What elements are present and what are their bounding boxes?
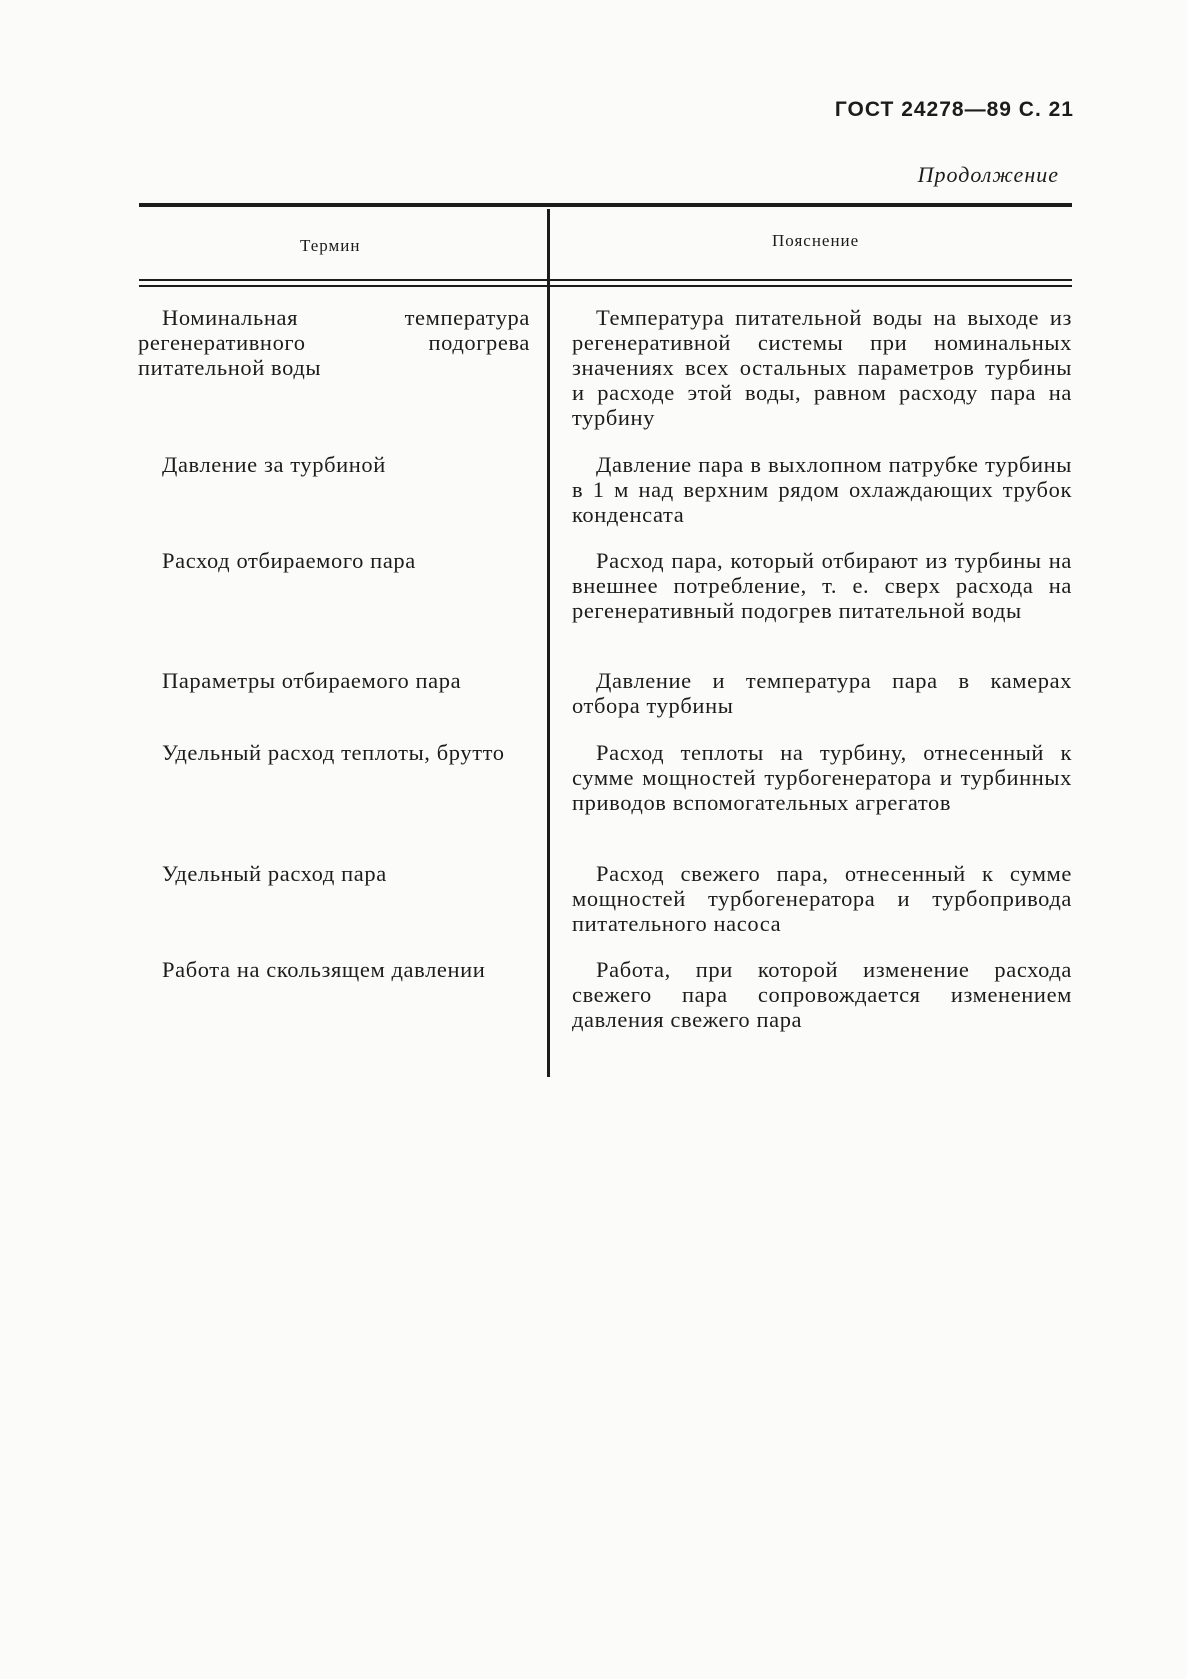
- explanation-text: Давление пара в выхлопном патрубке турбины в 1 м над верхним рядом охлаждающих трубок конденсата: [572, 452, 1072, 527]
- explanation-text: Работа, при которой изменение расхода свежего пара сопровождается изменением давления свежего пара: [572, 957, 1072, 1032]
- column-divider: [547, 209, 550, 1077]
- explanation-text: Расход свежего пара, отнесенный к сумме мощностей турбогенератора и турбопривода питательного насоса: [572, 861, 1072, 936]
- term-text: Давление за турбиной: [162, 452, 386, 477]
- header-rule: [139, 285, 1072, 287]
- term-text: Номинальная температура регенеративного подогрева питательной воды: [138, 305, 530, 380]
- term-text: Удельный расход теплоты, брутто: [162, 740, 505, 765]
- explanation-text: Расход теплоты на турбину, отнесенный к сумме мощностей турбогенератора и турбинных приводов вспомогательных агрегатов: [572, 740, 1072, 815]
- table-top-rule: [139, 203, 1072, 207]
- explanation-text: Давление и температура пара в камерах отбора турбины: [572, 668, 1072, 718]
- term-text: Расход отбираемого пара: [162, 548, 416, 573]
- header-rule: [139, 279, 1072, 281]
- term-text: Удельный расход пара: [162, 861, 387, 886]
- page-number: С. 21: [1018, 98, 1074, 121]
- explanation-text: Расход пара, который отбирают из турбины на внешнее потребление, т. е. сверх расхода на регенеративный подогрев питательной воды: [572, 548, 1072, 623]
- continuation-label: Продолжение: [917, 162, 1059, 187]
- term-text: Параметры отбираемого пара: [162, 668, 462, 693]
- term-text: Работа на скользящем давлении: [162, 957, 486, 982]
- column-header-term: Термин: [300, 236, 361, 255]
- standard-number: ГОСТ 24278—89: [834, 98, 1012, 121]
- page-header: [835, 98, 1074, 122]
- column-header-explanation: Пояснение: [772, 231, 860, 250]
- explanation-text: Температура питательной воды на выходе из регенеративной системы при номинальных значениях всех остальных параметров турбины и расходе этой воды, равном расходу пара на турбину: [572, 305, 1072, 430]
